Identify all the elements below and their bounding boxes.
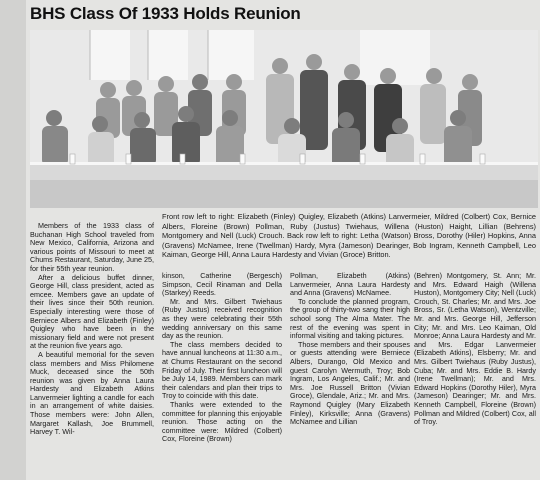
article-column-3 xyxy=(290,272,410,480)
paragraph: After a delicious buffet dinner, George Hill, class president, acted as emcee. Members gave an update of their lives since their 50th reunion. Especially interesting were those of Berniece Albers and Elizabeth (Finley) Quigley who have been in the missionary field and were not present at the reunion five years ago. xyxy=(30,272,154,351)
page-margin xyxy=(0,0,26,480)
paragraph: The class members decided to have annual luncheons at 11:30 a.m., at Chums Restaurant on the second Friday of July. Their first luncheon will be July 14, 1989. Members can mark their calendars and plan their trips to Troy to coincide with this date. xyxy=(162,339,282,401)
paragraph: Members of the 1933 class of Buchanan High School traveled from New Mexico, California, Arizona and various points of Missouri to meet at Chums Restaurant, Saturday, June 25, for their 55th year reunion. xyxy=(30,222,154,273)
paragraph: To conclude the planned program, the group of thirty-two sang their high school song The Alma Mater. The rest of the evening was spent in informal visiting and taking pictures. xyxy=(290,296,410,341)
article-column-2 xyxy=(162,272,282,480)
photo-caption: Front row left to right: Elizabeth (Finley) Quigley, Elizabeth (Atkins) Lanvermeier, Mildred (Colbert) Cox, Bernice Albers, Floreine (Brown) Pollman, Ruby (Justus) Twiehaus, Willena (Huston) Haight, Lillian (Behrens) Montgomery and Nell (Luck) Crouch. Back row left to right: Letha (Watson) Bross, Dorothy (Hiler) Hopkins, Anna (Gravens) McNamee, Irene (Twellman) Hardy, Myra (Jameson) Dearinger, Bob Ingram, Kenneth Campbell, Leo Kaiman, George Hill, Anna Laura Hardesty and Vivian (Groce) Britton. xyxy=(162,212,536,260)
paragraph: Thanks were extended to the committee for planning this enjoyable reunion. Those acting on the committee were: Mildred (Colbert) Cox, Floreine (Brown) xyxy=(162,399,282,444)
paragraph: (Behren) Montgomery, St. Ann; Mr. and Mrs. Edward Haigh (Willena Huston), Montgomery City; Nell (Luck) Crouch, St. Charles; Mr. and Mrs. Joe Bross, Sr. (Letha Watson), Wentzville; Mr. and Mrs. George Hill, Jefferson City; Mr. and Mrs. Leo Kaiman, Old Monroe; Anna Laura Hardesty and Mr. and Mrs. Edgar Lanvermeier (Elizabeth Atkins), Elsberry; Mr. and Mrs. Gilbert Twiehaus (Ruby Justus), Cuba; Mr. and Mrs. Eddie B. Hardy (Irene Twellman); Mr. and Mrs. Edward Hopkins (Dorothy Hiler), Myra (Jameson) Dearinger; Mr. and Mrs. Kenneth Campbell, Floreine (Brown) Pollman and Mildred (Colbert) Cox, all of Troy. xyxy=(414,272,536,427)
article-column-4 xyxy=(414,272,536,480)
headline: BHS Class Of 1933 Holds Reunion xyxy=(30,4,301,23)
paragraph: Pollman, Elizabeth (Atkins) Lanvermeier, Anna Laura Hardesty and Anna (Gravens) McNamee. xyxy=(290,272,410,298)
paragraph: kinson, Catherine (Bergesch) Simpson, Cecil Rinaman and Della (Starkey) Reeds. xyxy=(162,272,282,298)
group-photo-drawing xyxy=(30,30,538,208)
paragraph: Those members and their spouses or guests attending were Berniece Albers, Durango, Old Mexico and guest Carolyn Wermuth, Troy; Bob Ingram, Los Angeles, Calif.; Mr. and Mrs. Joe Russell Britton (Vivian Groce), Glendale, Ariz.; Mr. and Mrs. Raymond Quigley (Mary Elizabeth Finley), Kirksville; Anna (Gravens) McNamee and Lillian xyxy=(290,339,410,427)
paragraph: A beautiful memorial for the seven class members and Miss Philomene Muck, deceased since the 50th reunion was given by Anna Laura Hardesty and Elizabeth Atkins Lanvermeier lighting a candle for each in an arrangement of white daisies. Those members were: John Allen, Margaret Kallash, Joe Brummell, Harvey T. Wil- xyxy=(30,349,154,437)
group-photo xyxy=(30,30,538,208)
paragraph: Mr. and Mrs. Gilbert Twiehaus (Ruby Justus) received recognition as they were celebrating their 55th wedding anniversary on this same day as the reunion. xyxy=(162,296,282,341)
article-column-1 xyxy=(30,222,154,480)
